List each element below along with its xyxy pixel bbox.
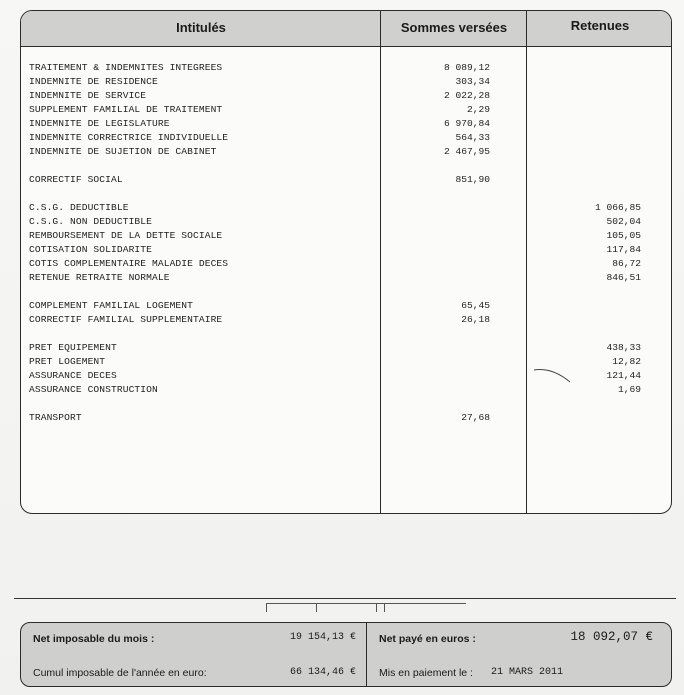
row-label: COTIS COMPLEMENTAIRE MALADIE DECES	[29, 258, 229, 269]
table-row	[21, 173, 671, 186]
table-row	[21, 103, 671, 116]
table-row	[21, 355, 671, 368]
table-row	[21, 299, 671, 312]
row-label: PRET EQUIPEMENT	[29, 342, 117, 353]
row-retenue: 121,44	[606, 370, 641, 381]
table-row	[21, 131, 671, 144]
pen-mark	[532, 362, 572, 384]
row-retenue: 502,04	[606, 216, 641, 227]
table-row	[21, 243, 671, 256]
row-retenue: 86,72	[612, 258, 641, 269]
row-label: RETENUE RETRAITE NORMALE	[29, 272, 170, 283]
table-row	[21, 215, 671, 228]
separator-strip	[14, 598, 676, 613]
row-retenue: 12,82	[612, 356, 641, 367]
row-retenue: 1,69	[617, 384, 641, 395]
row-label: INDEMNITE CORRECTRICE INDIVIDUELLE	[29, 132, 229, 143]
row-somme: 851,90	[455, 174, 490, 185]
row-label: TRANSPORT	[29, 412, 82, 423]
row-somme: 303,34	[455, 76, 490, 87]
header-intitules: Intitulés	[176, 20, 226, 35]
row-label: C.S.G. DEDUCTIBLE	[29, 202, 129, 213]
row-label: CORRECTIF FAMILIAL SUPPLEMENTAIRE	[29, 314, 223, 325]
row-label: ASSURANCE DECES	[29, 370, 117, 381]
table-row	[21, 75, 671, 88]
table-row	[21, 229, 671, 242]
header-retenues: Retenues	[570, 18, 630, 33]
row-label: TRAITEMENT & INDEMNITES INTEGREES	[29, 62, 223, 73]
table-row	[21, 89, 671, 102]
totals-left	[21, 623, 367, 686]
row-somme: 2 022,28	[443, 90, 490, 101]
table-row	[21, 369, 671, 382]
row-retenue: 846,51	[606, 272, 641, 283]
row-retenue: 117,84	[606, 244, 641, 255]
table-row	[21, 61, 671, 74]
row-retenue: 438,33	[606, 342, 641, 353]
row-somme: 2,29	[466, 104, 490, 115]
paiement-date: 21 MARS 2011	[491, 667, 564, 678]
table-row	[21, 257, 671, 270]
totals-box	[20, 622, 672, 687]
cumul-imposable-value: 66 134,46 €	[289, 667, 356, 678]
net-imposable-label: Net imposable du mois :	[33, 633, 155, 645]
row-label: ASSURANCE CONSTRUCTION	[29, 384, 158, 395]
header-sommes-versees: Sommes versées	[400, 20, 508, 35]
row-label: INDEMNITE DE LEGISLATURE	[29, 118, 170, 129]
table-row	[21, 145, 671, 158]
net-paye-value: 18 092,07 €	[570, 630, 653, 644]
table-row	[21, 117, 671, 130]
row-retenue: 105,05	[606, 230, 641, 241]
row-label: SUPPLEMENT FAMILIAL DE TRAITEMENT	[29, 104, 223, 115]
row-retenue: 1 066,85	[594, 202, 641, 213]
table-row	[21, 341, 671, 354]
row-somme: 8 089,12	[443, 62, 490, 73]
separator-tabs	[266, 603, 466, 612]
row-label: INDEMNITE DE SERVICE	[29, 90, 147, 101]
row-somme: 26,18	[461, 314, 490, 325]
row-label: C.S.G. NON DEDUCTIBLE	[29, 216, 153, 227]
row-somme: 6 970,84	[443, 118, 490, 129]
row-somme: 65,45	[461, 300, 490, 311]
table-row	[21, 313, 671, 326]
table-row	[21, 411, 671, 424]
row-label: CORRECTIF SOCIAL	[29, 174, 123, 185]
table-row	[21, 271, 671, 284]
row-label: INDEMNITE DE RESIDENCE	[29, 76, 158, 87]
net-paye-label: Net payé en euros :	[379, 633, 476, 645]
row-somme: 27,68	[461, 412, 490, 423]
row-somme: 564,33	[455, 132, 490, 143]
row-somme: 2 467,95	[443, 146, 490, 157]
row-label: REMBOURSEMENT DE LA DETTE SOCIALE	[29, 230, 223, 241]
paiement-label: Mis en paiement le :	[379, 667, 473, 679]
totals-right	[367, 623, 672, 686]
row-label: PRET LOGEMENT	[29, 356, 106, 367]
net-imposable-value: 19 154,13 €	[289, 632, 356, 643]
row-label: COTISATION SOLIDARITE	[29, 244, 153, 255]
table-header	[21, 11, 671, 47]
payslip-table	[20, 10, 672, 514]
table-row	[21, 201, 671, 214]
row-label: COMPLEMENT FAMILIAL LOGEMENT	[29, 300, 194, 311]
cumul-imposable-label: Cumul imposable de l'année en euro:	[33, 667, 207, 679]
row-label: INDEMNITE DE SUJETION DE CABINET	[29, 146, 217, 157]
table-row	[21, 383, 671, 396]
